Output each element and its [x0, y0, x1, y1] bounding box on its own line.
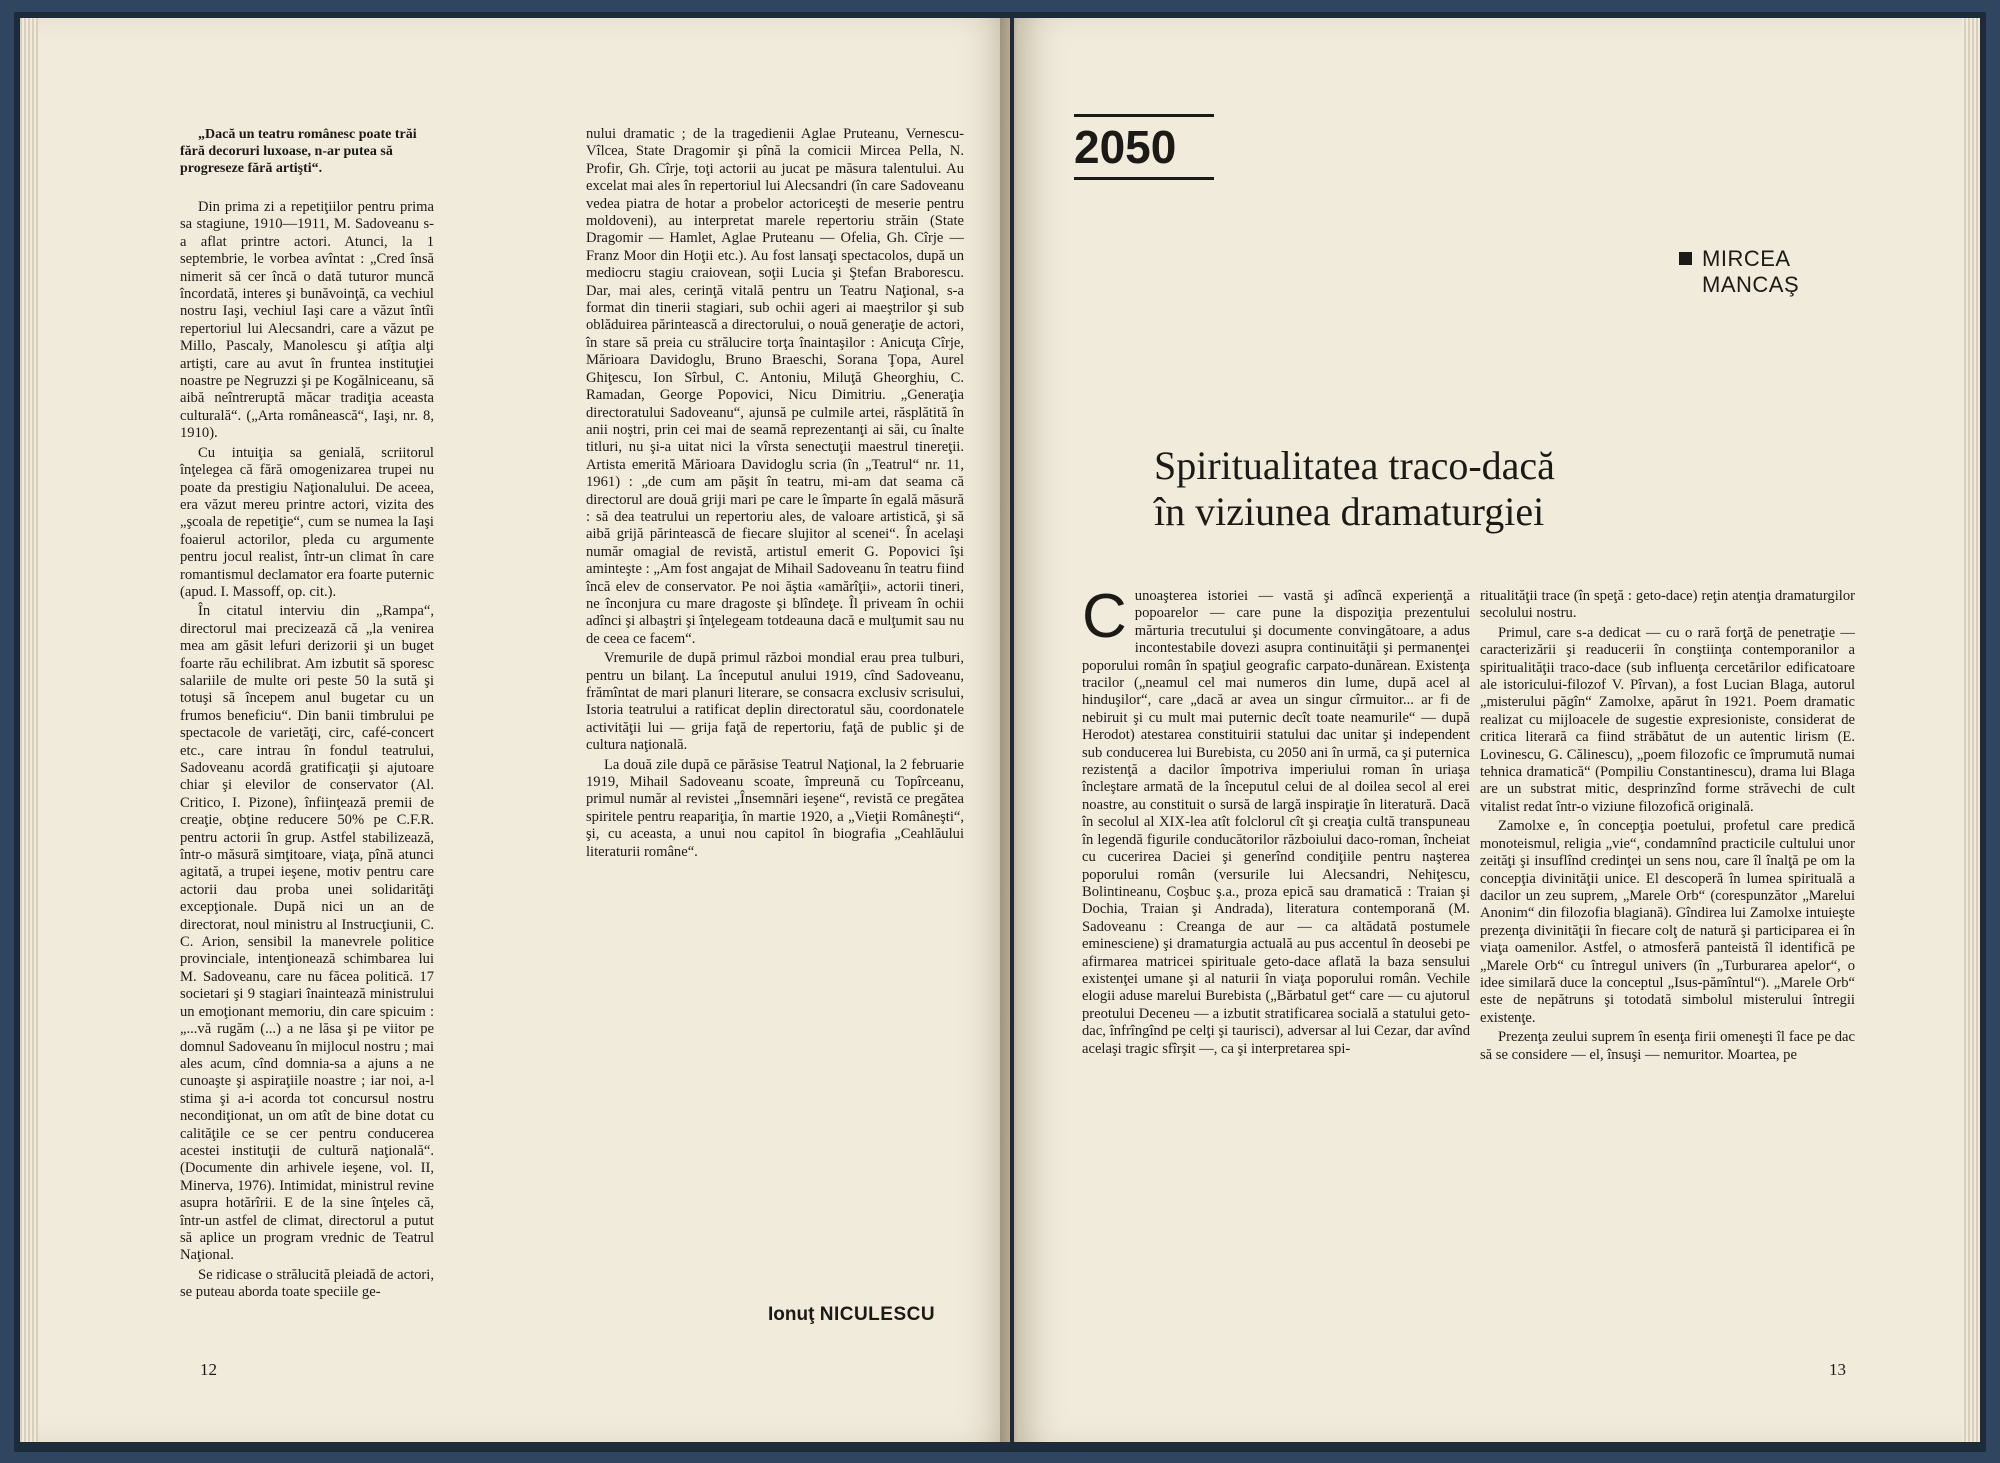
paragraph — [1082, 582, 1470, 1058]
left-column-2 — [586, 126, 964, 861]
paragraph-text: unoaşterea istoriei — vastă şi adîncă experienţă a popoarelor — care pune la dispoziţia prezentului mărturia trecutului şi documente convingătoare, a adus incontestabile dovezi asupra continuităţii şi permanenţei poporului român în spaţiul geografic carpato-dunărean. Existenţa tracilor („neamul cel mai numeros din lume, după acel al hinduşilor“, care „dacă ar avea un singur cîrmuitor... ar fi de nebiruit şi cu mult mai puternic decît toate neamurile“ — după Herodot) atestarea constituirii statului dac unitar şi independent sub conducerea lui Burebista, cu 2050 ani în urmă, ca şi puternica rezistenţă a dacilor împotriva imperiului roman în uriaşa încleştare armată de la începutul celui de al doilea secol al erei noastre, au constituit o sursă de largă inspiraţie în literatură. Dacă în secolul al XIX-lea atît folclorul cît şi creaţia cultă transpuneau în legendă figurile conducătorilor războiului daco-roman, încheiat cu cucerirea Daciei şi generînd condiţiile pentru naşterea poporului român (versurile lui Alecsandri, Nehiţescu, Bolintineanu, Coşbuc ş.a., proza epică sau dramatică : Traian şi Dochia, Traian şi Andrada), literatura contemporană (M. Sadoveanu : Creanga de aur — ca altădată postumele eminesciene) şi dramaturgia actuală au pus accentul în deosebi pe afirmarea matricei spirituale geto-dace aflată la baza sensului existenţei umane şi al naturii în viaţa poporului român. Vechile elogii aduse marelui Burebista („Bărbatul get“ care — cu ajutorul preotului Deceneu — a izbutit stratificarea socială a statului geto-dac, înfrîngînd pe celţi şi taurisci), adversar al lui Cezar, dar avînd acelaşi tragic sfîrşit —, ca şi interpretarea spi- — [1082, 588, 1470, 1057]
author-name — [1679, 246, 1799, 298]
paragraph: ritualităţii trace (în speţă : geto-dace) reţin atenţia dramaturgilor secolului nostru. — [1480, 588, 1855, 622]
signature-first-name: Ionuţ — [768, 1304, 815, 1325]
paragraph: nului dramatic ; de la tragedienii Aglae Pruteanu, Vernescu-Vîlcea, State Dragomir şi pînă la comicii Mircea Pella, N. Profir, Gh. Cîrje, toţi actorii au jucat pe măsura talentului. Au excelat mai ales în repertoriul lui Alecsandri (în care Sadoveanu vedea piatra de hotar a probelor actoriceşti de meserie pentru moldoveni), au interpretat marele repertoriu străin (State Dragomir — Hamlet, Aglae Pruteanu — Ofelia, Gh. Cîrje — Franz Moor din Hoţii etc.). Au fost lansaţi spectacolos, după un mediocru stagiu craiovean, soţii Lucia şi Ştefan Braborescu. Dar, mai ales, cerinţă vitală pentru un Teatru Naţional, s-a format din tinerii stagiari, sub ochii ageri ai maeştrilor şi sub oblăduirea părintească a directorului, o nouă generaţie de actori, în stare să preia cu strălucire torţa înaintaşilor : Anicuţa Cîrje, Mărioara Davidoglu, Bruno Braeschi, Sorana Ţopa, Aurel Ghiţescu, Ion Sîrbul, C. Antoniu, Miluţă Gheorghiu, C. Ramadan, George Popovici, Nicu Dimitriu. „Generaţia directoratului Sadoveanu“, ajunsă pe culmile artei, răsplătită în anii noştri, prin cei mai de seamă reprezentanţi ai săi, cu înalte titluri, nu şi-a uitat nici la vîrsta senectuţii maestrul tinereţii. Artista emerită Mărioara Davidoglu scria (în „Teatrul“ nr. 11, 1961) : „de cum am păşit în teatru, mi-am dat seama că directorul are două griji mari pe care le împarte în egală măsură : să dea teatrului un repertoriu ales, de valoare artistică, şi să aibă grijă părintească de fiecare slujitor al scenei“. În acelaşi număr omagial de revistă, artistul emerit G. Popovici îşi aminteşte : „Am fost angajat de Mihail Sadoveanu în teatru fiind încă elev de conservator. Pe noi ăştia «amărîţii», actorii tineri, ne înconjura cu mare dragoste şi blîndeţe. Îl priveam în ochii adînci şi albaştri şi înţelegeam totdeauna dacă e mulţumit sau nu de ceea ce facem“. — [586, 126, 964, 647]
year-header — [1074, 114, 1214, 180]
paragraph: Zamolxe e, în concepţia poetului, profetul care predică monoteismul, religia „vie“, condamnînd practicile cultului unor zeităţi şi insuflînd credinţei un sens nou, care îl înalţă pe om la concepţia divinităţii unice. El descoperă în lumea spirituală a dacilor un zeu suprem, „Marele Orb“ (corespunzător „Marelui Anonim“ din filozofia blagiană). Gîndirea lui Zamolxe intuieşte prezenţa divinităţii în fiecare colţ de natură şi participarea ei în viaţa oamenilor. Astfel, o atmosferă panteistă îl identifică pe „Marele Orb“ cu întregul univers (în „Turburarea apelor“, o idee similară duce la conceptul „Isus-pămîntul“). „Marele Orb“ este de nepătruns şi totodată simbolul misterului întregii existenţe. — [1480, 818, 1855, 1026]
paragraph: În citatul interviu din „Rampa“, directorul mai precizează că „la venirea mea am găsit lefuri derizorii şi un buget foarte rău echilibrat. Am izbutit să sporesc salariile de multe ori peste 50 la sută şi totuşi să începem anul bugetar cu un frumos beneficiu“. Din banii timbrului pe spectacole de varietăţi, circ, café-concert etc., care intrau în fondul teatrului, Sadoveanu acordă gratificaţii şi ajutoare chiar şi elevilor de conservator (Al. Critico, I. Pizone), înfiinţează premii de creaţie, obţine reducere 50% pe C.F.R. pentru actorii în grup. Astfel stabilizează, într-o măsură simţitoare, viaţa, pînă atunci agitată, a trupei ieşene, motiv pentru care actorii dau proba unei solidarităţi excepţionale. După nici un an de directorat, noul ministru al Instrucţiunii, C. C. Arion, sensibil la manevrele politice provinciale, intenţionează schimbarea lui M. Sadoveanu, care nu făcea politică. 17 societari şi 9 stagiari înaintează ministrului un emoţionant memoriu, din care spicuim : „...vă rugăm (...) a ne lăsa şi pe viitor pe domnul Sadoveanu în mijlocul nostru ; mai ales acum, cînd domnia-sa a ajuns a ne cunoaşte şi aspiraţiile noastre ; iar noi, a-l stima şi a-i acorda tot concursul nostru necondiţionat, un om atît de bine dotat cu calităţile ce se cer pentru conducerea acestei instituţii de cultură naţională“. (Documente din arhivele ieşene, vol. II, Minerva, 1976). Intimidat, ministrul revine asupra hotărîrii. E de la sine înţeles că, într-un astfel de climat, directorul a putut să aplice un program vrednic de Teatrul Naţional. — [180, 603, 434, 1264]
author-last-name: MANCAŞ — [1702, 272, 1800, 297]
page-number-right: 13 — [1829, 1360, 1846, 1379]
paragraph: Se ridicase o strălucită pleiadă de actori, se puteau aborda toate speciile ge- — [180, 1266, 434, 1301]
left-page — [20, 18, 1010, 1442]
page-number-left: 12 — [200, 1360, 217, 1379]
paragraph: Cu intuiţia sa genială, scriitorul înţelegea că fără omogenizarea trupei nu poate da prestigiu Naţionalului. De aceea, era văzut mereu printre actori, vizita des „şcoala de repetiţie“, cum se numea la Iaşi foaierul actorilor, pleda cu argumente pentru jocul realist, într-un climat în care romantismul declamator era foarte puternic (apud. I. Massoff, op. cit.). — [180, 444, 434, 600]
left-column-1 — [180, 126, 434, 1302]
paragraph: Prezenţa zeului suprem în esenţa firii omeneşti îl face pe dac să se considere — el, însuşi — nemuritor. Moartea, pe — [1480, 1029, 1855, 1063]
right-column-1 — [1082, 582, 1470, 1058]
square-bullet-icon — [1679, 252, 1692, 265]
article-title — [1154, 443, 1654, 535]
signature-last-name: NICULESCU — [819, 1304, 936, 1325]
book-gutter — [1000, 18, 1030, 1442]
paragraph: Primul, care s-a dedicat — cu o rară forţă de penetraţie — caracterizării şi readucerii în conştiinţa contemporanilor a spiritualităţii traco-dace (sub influenţa cercetărilor edificatoare ale istoricului-filozof V. Pîrvan), a fost Lucian Blaga, autorul „misterului păgîn“ Zamolxe, apărut în 1921. Poem dramatic realizat cu mijloacele de sugestie expresioniste, considerat de critica literară ca fiind străbătut de un autentic lirism (E. Lovinescu, G. Călinescu), „poem filozofic ce împrumută numai tehnica dramatică“ (Pompiliu Constantinescu), drama lui Blaga are un substrat mitic, desprinzînd forme străvechi de cult vitalist redat într-o viziune filozofică originală. — [1480, 624, 1855, 815]
paragraph: Din prima zi a repetiţiilor pentru prima sa stagiune, 1910—1911, M. Sadoveanu s-a aflat printre actori. Atunci, la 1 septembrie, le vorbea avîntat : „Cred însă nimerit să cer încă o dată tuturor muncă încordată, interes şi bunăvoinţă, ca vechiul nostru Iaşi, vechiul Iaşi care a văzut întîi repertoriul lui Alecsandri, care a văzut pe Millo, Pascaly, Manolescu şi atîţia alţi artişti, care au avut în fruntea instituţiei noastre pe Negruzzi şi pe Kogălniceanu, să aibă neîntreruptă măcar tradiţia aceasta culturală“. („Arta românească“, Iaşi, nr. 8, 1910). — [180, 199, 434, 442]
right-column-2 — [1480, 588, 1855, 1064]
author-first-name: MIRCEA — [1702, 246, 1791, 271]
right-page — [1014, 18, 1980, 1442]
drop-cap: C — [1082, 582, 1127, 651]
year-rule-bottom — [1074, 177, 1214, 180]
open-book — [14, 12, 1986, 1452]
page-edge-left — [20, 18, 38, 1442]
page-edge-right — [1962, 18, 1980, 1442]
paragraph: Vremurile de după primul război mondial erau prea tulburi, pentru un bilanţ. La începutul anului 1919, cînd Sadoveanu, frămîntat de mari planuri literare, se consacra exclusiv scrisului, Istoria teatrului a ratificat deplin directoratul său, coordonatele activităţii lui — grija faţă de repertoriu, faţă de public şi de cultura naţională. — [586, 650, 964, 754]
epigraph: „Dacă un teatru românesc poate trăi fără decoruri luxoase, n-ar putea să progreseze fără artişti“. — [180, 127, 417, 176]
paragraph: La două zile după ce părăsise Teatrul Naţional, la 2 februarie 1919, Mihail Sadoveanu scoate, împreună cu Topîrceanu, primul număr al revistei „Însemnări ieşene“, revistă ce pregătea spiritele pentru reapariţia, în martie 1920, a „Vieţii Româneşti“, şi, cu aceasta, a unui nou capitol în biografia „Ceahlăului literaturii române“. — [586, 756, 964, 860]
year-label: 2050 — [1074, 121, 1177, 173]
article-signature — [768, 1304, 935, 1326]
title-line-1: Spiritualitatea traco-dacă — [1154, 443, 1555, 488]
title-line-2: în viziunea dramaturgiei — [1154, 489, 1545, 534]
